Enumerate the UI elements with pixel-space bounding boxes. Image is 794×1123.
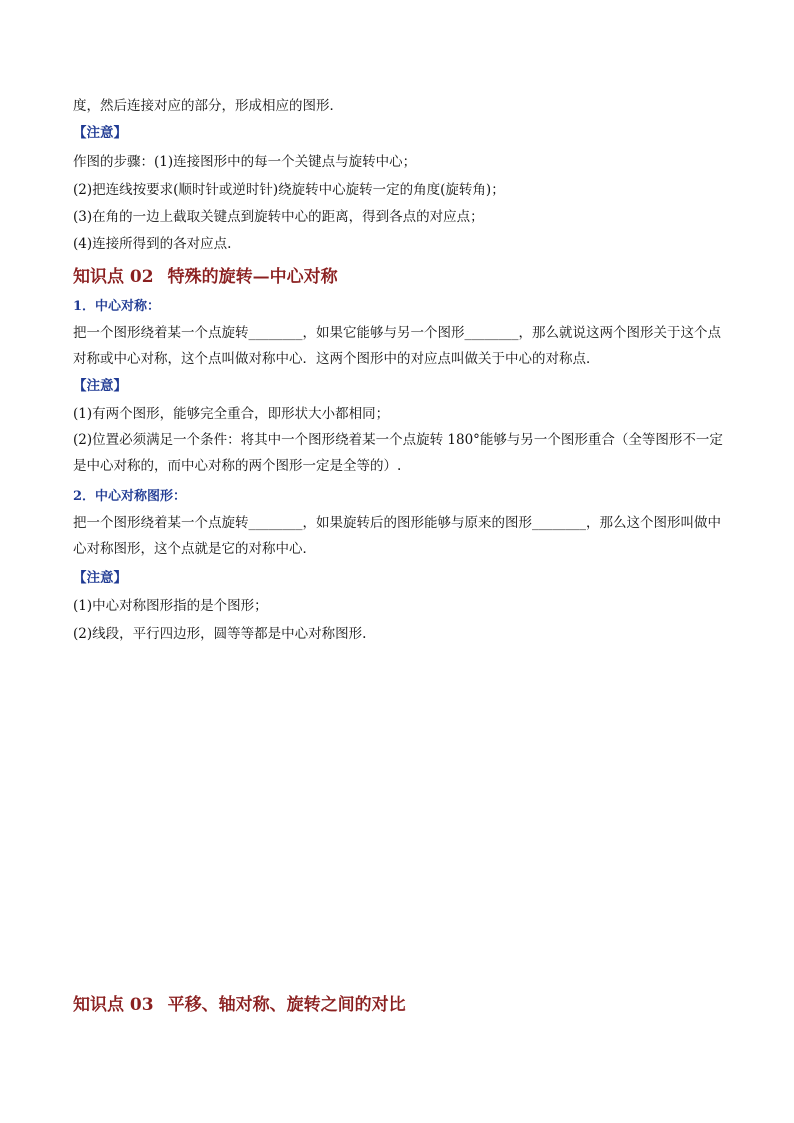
note-line: (1)有两个图形，能够完全重合，即形状大小都相同； <box>73 406 390 422</box>
subsection-label: 2．中心对称图形： <box>73 489 187 504</box>
intro-text: 度，然后连接对应的部分，形成相应的图形． <box>73 98 343 114</box>
section-title: 平移、轴对称、旋转之间的对比 <box>167 995 406 1015</box>
note-line: (2)位置必须满足一个条件：将其中一个图形绕着某一个点旋转 180°能够与另一个图形重合（全等图形不一定是中心对称的，而中心对称的两个图形一定是全等的）. <box>73 432 723 474</box>
paragraph: 把一个图形绕着某一个点旋转________，如果它能够与另一个图形________，那么就说这两个图形关于这个点对称或中心对称，这个点叫做对称中心．这两个图形中的对应点叫做关于中心的对称点． <box>73 325 721 367</box>
section-number: 知识点 03 <box>73 995 154 1015</box>
note-line: (2)线段，平行四边形，圆等等都是中心对称图形. <box>73 626 367 642</box>
section-heading <box>73 262 338 287</box>
section-number: 知识点 02 <box>73 267 154 287</box>
subsection-label: 1．中心对称： <box>73 299 161 314</box>
note-label: 【注意】 <box>73 125 127 141</box>
step-line: (4)连接所得到的各对应点. <box>73 236 232 252</box>
step-line: (2)把连线按要求(顺时针或逆时针)绕旋转中心旋转一定的角度(旋转角)； <box>73 182 505 198</box>
section-heading <box>73 990 406 1015</box>
note-line: (1)中心对称图形指的是个图形； <box>73 598 268 614</box>
step-line: (3)在角的一边上截取关键点到旋转中心的距离，得到各点的对应点； <box>73 209 484 225</box>
note-label: 【注意】 <box>73 378 127 394</box>
note-label: 【注意】 <box>73 570 127 586</box>
paragraph: 把一个图形绕着某一个点旋转________，如果旋转后的图形能够与原来的图形________，那么这个图形叫做中心对称图形，这个点就是它的对称中心． <box>73 515 721 557</box>
section-title: 特殊的旋转—中心对称 <box>167 267 338 287</box>
step-line: 作图的步骤：(1)连接图形中的每一个关键点与旋转中心； <box>73 154 417 170</box>
